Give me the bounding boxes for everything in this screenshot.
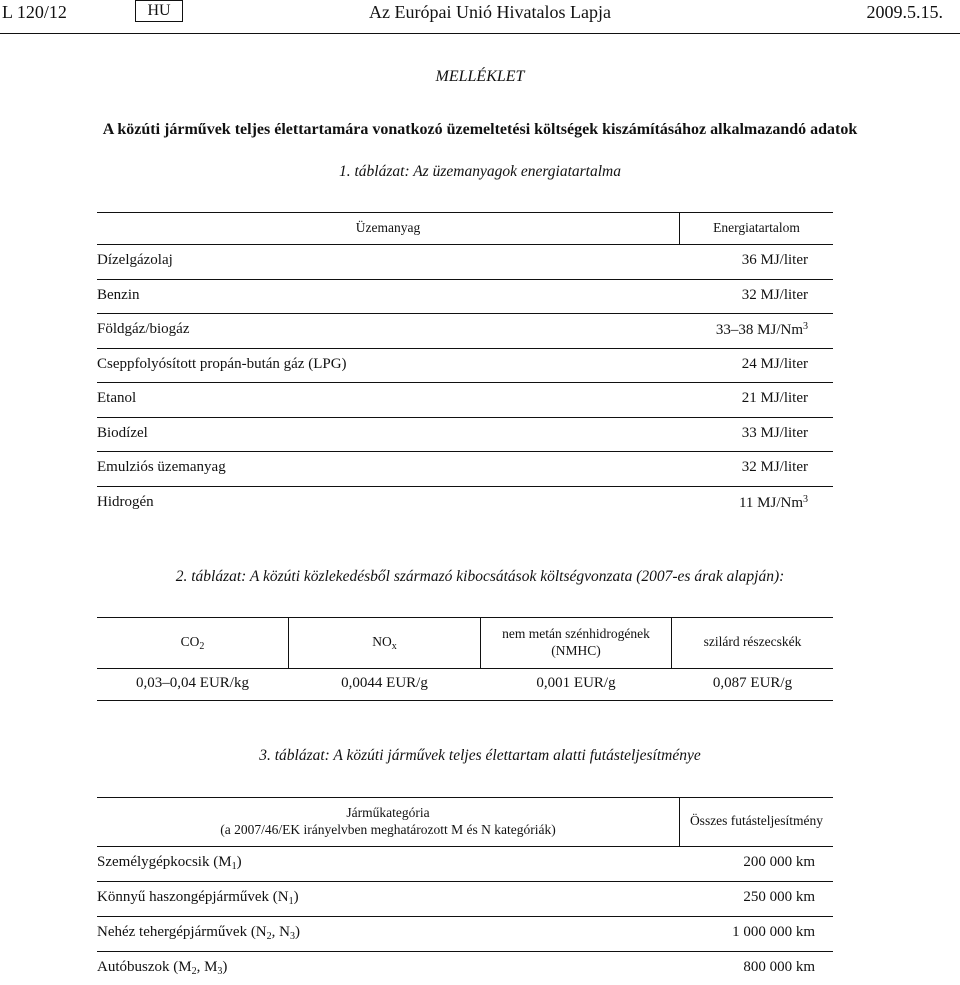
table1-row-rule [97, 486, 833, 487]
table3-caption: 3. táblázat: A közúti járművek teljes élettartam alatti futásteljesítménye [259, 747, 701, 764]
table1-row-rule [97, 279, 833, 280]
energy-value-text: 32 MJ/liter [741, 287, 808, 303]
energy-value-text: 21 MJ/liter [741, 390, 808, 406]
table2-header-nox [289, 634, 480, 652]
table1-energy-value [668, 252, 808, 269]
table2-value-co2: 0,03–0,04 EUR/kg [136, 675, 249, 691]
category-post: ) [293, 889, 299, 905]
energy-value-text: 32 MJ/liter [741, 459, 808, 475]
table1-header-rule [97, 244, 833, 245]
category-s1: 1 [288, 896, 294, 907]
table1-row-rule [97, 417, 833, 418]
table2-value-nox: 0,0044 EUR/g [341, 675, 428, 691]
table3-header-mileage: Összes futásteljesítmény [689, 813, 824, 828]
table2-header-co2 [97, 634, 288, 652]
annex-label: MELLÉKLET [435, 68, 525, 85]
table2-header-pm: szilárd részecskék [703, 634, 802, 649]
table2-bottom-rule [97, 700, 833, 701]
co2-label: CO [180, 634, 200, 649]
table1-energy-value [668, 390, 808, 407]
table3-vehicle-category [97, 959, 227, 977]
table1-energy-value [668, 425, 808, 442]
table3-mileage-value: 800 000 km [743, 959, 815, 975]
table3-header-category [97, 804, 679, 838]
table3-mileage-value: 1 000 000 km [732, 924, 815, 940]
table1-fuel-name: Benzin [97, 287, 140, 303]
energy-value-text: 36 MJ/liter [741, 252, 808, 268]
nmhc-label-line2: (NMHC) [551, 643, 601, 658]
nox-subscript: x [391, 641, 397, 652]
table1-energy-value [668, 321, 808, 339]
table1-energy-value [668, 287, 808, 304]
table3-mileage-value: 200 000 km [743, 854, 815, 870]
table1-header-energy: Energiatartalom [713, 220, 800, 235]
energy-value-text: 11 MJ/Nm [738, 495, 803, 511]
table2-value-nmhc: 0,001 EUR/g [536, 675, 616, 691]
table1-fuel-name: Etanol [97, 390, 137, 406]
publication-date: 2009.5.15. [866, 2, 943, 22]
table3-vehicle-category [97, 854, 242, 872]
category-s1: 2 [191, 966, 197, 977]
table3-row-rule [97, 916, 833, 917]
category-mid: , M [196, 959, 218, 975]
category-s2: 3 [217, 966, 223, 977]
category-s1: 1 [231, 861, 237, 872]
nox-label: NO [372, 634, 392, 649]
table1-row-rule [97, 313, 833, 314]
table1-fuel-name: Cseppfolyósított propán-bután gáz (LPG) [97, 356, 347, 372]
table2-header-nmhc [481, 625, 671, 659]
document-title: A közúti járművek teljes élettartamára vonatkozó üzemeltetési költségek kiszámításához alkalmazandó adatok [102, 121, 858, 138]
table1-fuel-name: Hidrogén [97, 494, 154, 510]
category-s1: 2 [266, 931, 272, 942]
energy-unit-superscript: 3 [803, 321, 808, 332]
table1-row-rule [97, 451, 833, 452]
category-pre: Nehéz tehergépjárművek (N [97, 924, 267, 940]
table3-header-rule [97, 846, 833, 847]
category-pre: Autóbuszok (M [97, 959, 192, 975]
table1-fuel-name: Biodízel [97, 425, 148, 441]
page-header [0, 0, 960, 35]
category-mid: , N [271, 924, 290, 940]
energy-value-text: 33–38 MJ/Nm [715, 322, 803, 338]
page-reference: L 120/12 [2, 2, 67, 22]
table3-vehicle-category [97, 889, 299, 907]
table3-top-rule [97, 797, 833, 798]
category-post: ) [222, 959, 228, 975]
nmhc-label-line1: nem metán szénhidrogének [502, 626, 650, 641]
category-s2: 3 [290, 931, 295, 942]
table1-fuel-name: Emulziós üzemanyag [97, 459, 226, 475]
header-divider [0, 33, 960, 34]
energy-unit-superscript: 3 [803, 494, 808, 505]
table1-energy-value [668, 459, 808, 476]
table1-header-fuel: Üzemanyag [355, 220, 421, 235]
energy-value-text: 33 MJ/liter [741, 425, 808, 441]
table2-value-pm: 0,087 EUR/g [712, 675, 793, 691]
table1-energy-value [668, 494, 808, 512]
category-pre: Könnyű haszongépjárművek (N [97, 889, 289, 905]
table2-caption: 2. táblázat: A közúti közlekedésből származó kibocsátások költségvonzata (2007-es árak alapján): [175, 568, 785, 585]
category-header-line2: (a 2007/46/EK irányelvben meghatározott M és N kategóriák) [220, 822, 556, 837]
energy-value-text: 24 MJ/liter [741, 356, 808, 372]
co2-subscript: 2 [199, 641, 205, 652]
category-pre: Személygépkocsik (M [97, 854, 232, 870]
table3-mileage-value: 250 000 km [743, 889, 815, 905]
table3-row-rule [97, 881, 833, 882]
language-badge: HU [135, 0, 183, 22]
table1-fuel-name: Dízelgázolaj [97, 252, 173, 268]
table2-top-rule [97, 617, 833, 618]
table3-vehicle-category [97, 924, 300, 942]
table3-row-rule [97, 951, 833, 952]
table1-energy-value [668, 356, 808, 373]
table1-row-rule [97, 382, 833, 383]
journal-title: Az Európai Unió Hivatalos Lapja [369, 2, 611, 22]
table1-fuel-name: Földgáz/biogáz [97, 321, 190, 337]
category-post: ) [236, 854, 242, 870]
category-post: ) [295, 924, 300, 940]
table1-row-rule [97, 348, 833, 349]
category-header-line1: Járműkategória [346, 805, 430, 820]
table1-top-rule [97, 212, 833, 213]
table2-header-rule [97, 668, 833, 669]
table1-caption: 1. táblázat: Az üzemanyagok energiatartalma [339, 163, 621, 180]
